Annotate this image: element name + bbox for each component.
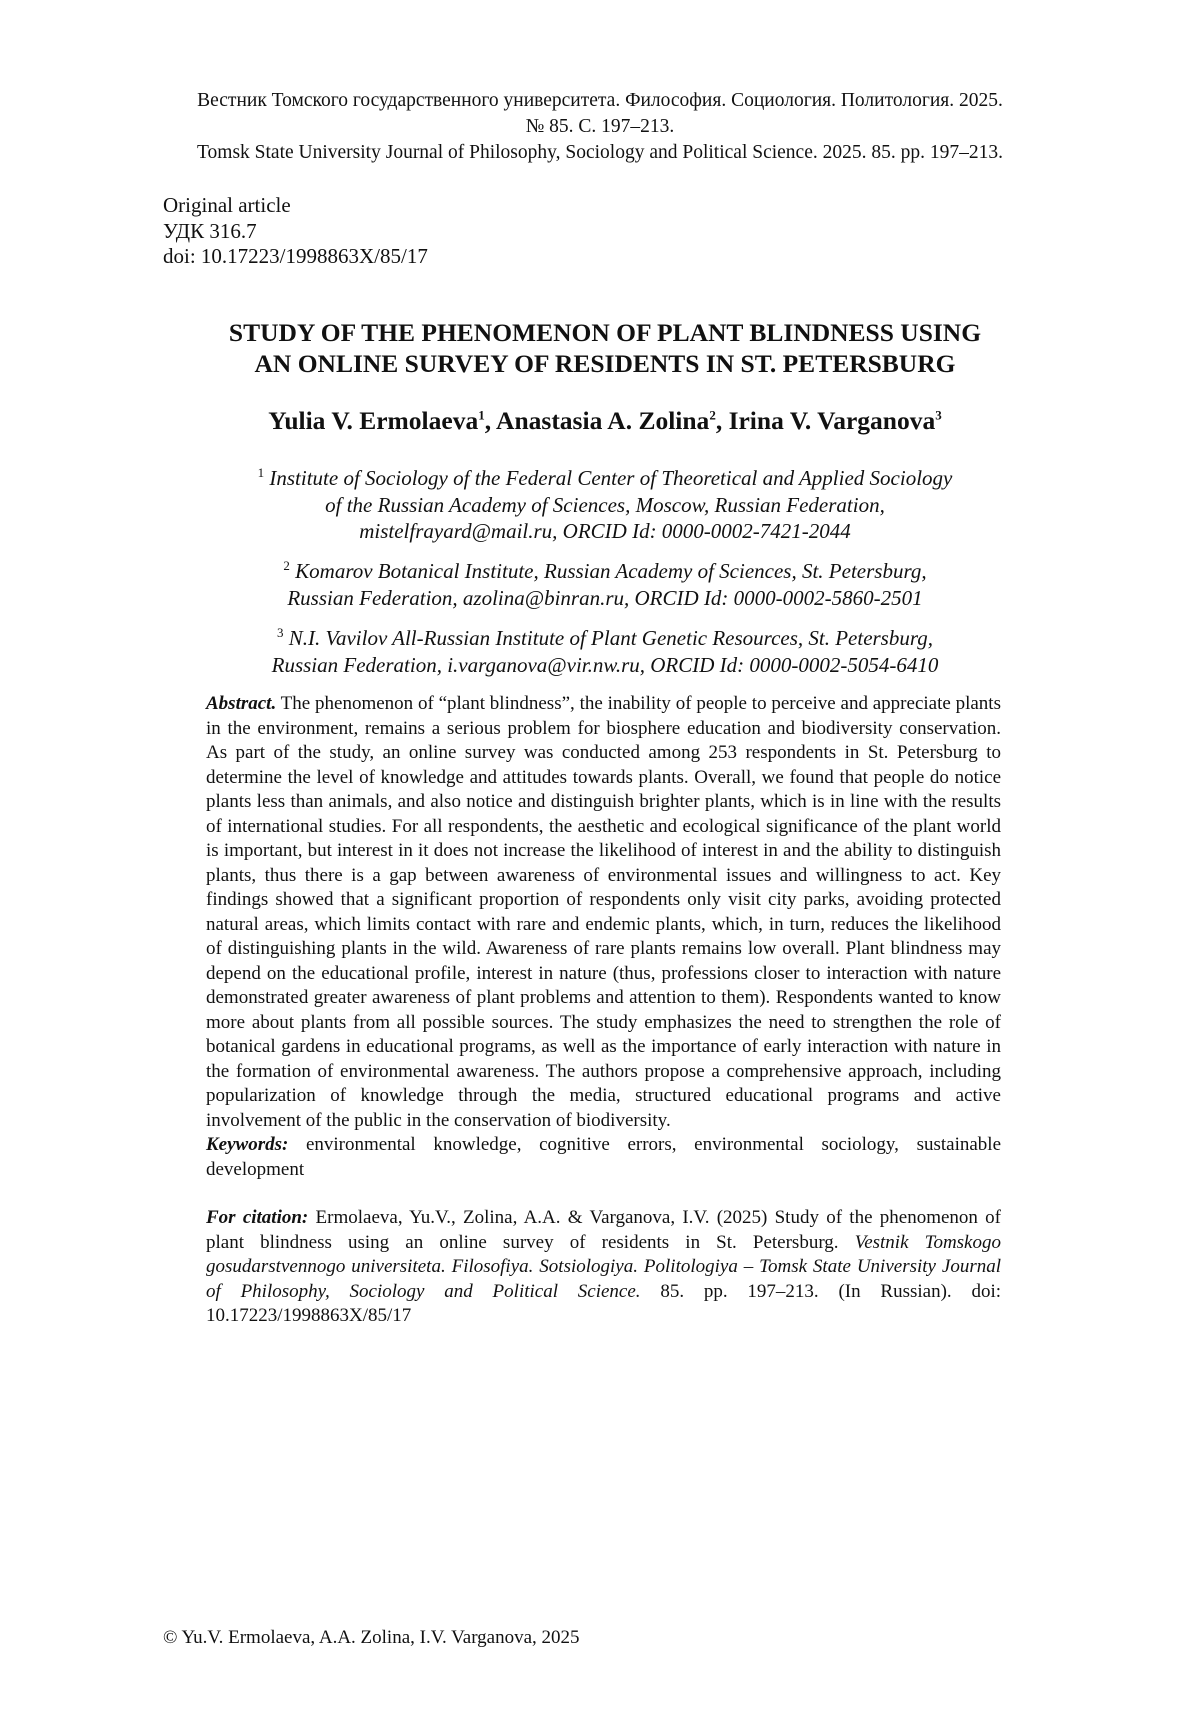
affiliation-mark: 2 — [283, 558, 290, 573]
keywords-text: environmental knowledge, cognitive errors, environmental sociology, sustainable development — [206, 1134, 1001, 1180]
author-name: Yulia V. Ermolaeva — [268, 406, 479, 435]
journal-header — [130, 88, 1070, 166]
copyright-notice: © Yu.V. Ermolaeva, A.A. Zolina, I.V. Varganova, 2025 — [163, 1627, 580, 1648]
article-meta — [163, 193, 428, 270]
abstract-text: The phenomenon of “plant blindness”, the inability of people to perceive and appreciate plants in the environment, remains a serious problem for biosphere education and biodiversity conservation. As part of the study, an online survey was conducted among 253 respondents in St. Petersburg to determine the level of knowledge and attitudes towards plants. Overall, we found that people do notice plants less than animals, and also notice and distinguish brighter plants, which is in line with the results of international studies. For all respondents, the aesthetic and ecological significance of the plant world is important, but interest in it does not increase the likelihood of interest in and the ability to distinguish plants, thus there is a gap between awareness of environmental issues and willingness to act. Key findings showed that a significant proportion of respondents only visit city parks, avoiding protected natural areas, which limits contact with rare and endemic plants, which, in turn, reduces the likelihood of distinguishing plants in the wild. Awareness of rare plants remains low overall. Plant blindness may depend on the educational profile, interest in nature (thus, professions closer to interaction with nature demonstrated greater awareness of plant problems and attention to them). Respondents wanted to know more about plants from all possible sources. The study emphasizes the need to strengthen the role of botanical gardens in educational programs, as well as the importance of early interaction with nature in the formation of environmental awareness. The authors propose a comprehensive approach, including popularization of knowledge through the media, structured educational programs and active involvement of the public in the conservation of biodiversity. — [206, 693, 1001, 1131]
author-affiliation-mark: 2 — [709, 407, 716, 423]
affiliation-mark: 1 — [257, 465, 265, 480]
udk-code: УДК 316.7 — [163, 218, 257, 243]
citation-text-end: 85. pp. 197–213. (In Russian). doi: 10.17223/1998863X/85/17 — [206, 1280, 1002, 1326]
author-affiliation-mark: 1 — [478, 407, 485, 423]
author-name: Anastasia A. Zolina — [496, 406, 710, 435]
author-name: Irina V. Varganova — [728, 406, 936, 435]
affiliation-mark: 3 — [276, 625, 284, 640]
citation-paragraph — [206, 1206, 1001, 1329]
affiliation-3 — [180, 625, 1030, 678]
article-title — [150, 317, 1060, 379]
citation-label: For citation: — [206, 1207, 309, 1228]
author-affiliation-mark: 3 — [935, 407, 942, 423]
affiliation-line: Institute of Sociology of the Federal Center of Theoretical and Applied Sociology — [269, 466, 953, 490]
abstract-block — [206, 692, 1001, 1329]
affiliation-line: N.I. Vavilov All-Russian Institute of Plant Genetic Resources, St. Petersburg, — [288, 626, 934, 650]
abstract-label: Abstract. — [206, 693, 277, 714]
affiliation-line: mistelfrayard@mail.ru, ORCID Id: 0000-0002-7421-2044 — [359, 519, 851, 543]
title-line-2: AN ONLINE SURVEY OF RESIDENTS IN ST. PETERSBURG — [254, 349, 956, 378]
affiliation-line: of the Russian Academy of Sciences, Moscow, Russian Federation, — [325, 492, 885, 517]
title-line-1: STUDY OF THE PHENOMENON OF PLANT BLINDNESS USING — [228, 318, 982, 347]
doi: doi: 10.17223/1998863X/85/17 — [163, 244, 428, 268]
keywords-label: Keywords: — [206, 1134, 289, 1155]
article-type: Original article — [163, 193, 291, 217]
affiliation-line: Komarov Botanical Institute, Russian Academy of Sciences, St. Petersburg, — [295, 559, 927, 583]
journal-en: Tomsk State University Journal of Philosophy, Sociology and Political Science. 2025. 85. pp. 197–213. — [196, 142, 1003, 163]
journal-ru-line1: Вестник Томского государственного университета. Философия. Социология. Политология. 2025. — [197, 90, 1003, 111]
citation-journal: Vestnik Tomskogo gosudarstvennogo universiteta. Filosofiya. Sotsiologiya. Politologiya – Tomsk State University Journal of Philosophy, Sociology and Political Science. — [206, 1231, 1001, 1302]
affiliation-1 — [180, 465, 1030, 545]
journal-ru-line2: № 85. С. 197–213. — [525, 116, 675, 137]
affiliation-line: Russian Federation, azolina@binran.ru, ORCID Id: 0000-0002-5860-2501 — [287, 585, 923, 610]
affiliation-2 — [180, 558, 1030, 611]
citation-text-start: Ermolaeva, Yu.V., Zolina, A.A. & Varganova, I.V. (2025) Study of the phenomenon of plant blindness using an online survey of residents in St. Petersburg. — [206, 1207, 1001, 1253]
affiliation-line: Russian Federation, i.varganova@vir.nw.ru, ORCID Id: 0000-0002-5054-6410 — [271, 652, 939, 677]
keywords-paragraph — [206, 1133, 1001, 1182]
author-list: Yulia V. Ermolaeva$^1$, Anastasia A. Zolina$^2$, Irina V. Varganova$^3$ — [268, 406, 942, 435]
abstract-paragraph — [206, 692, 1001, 1133]
